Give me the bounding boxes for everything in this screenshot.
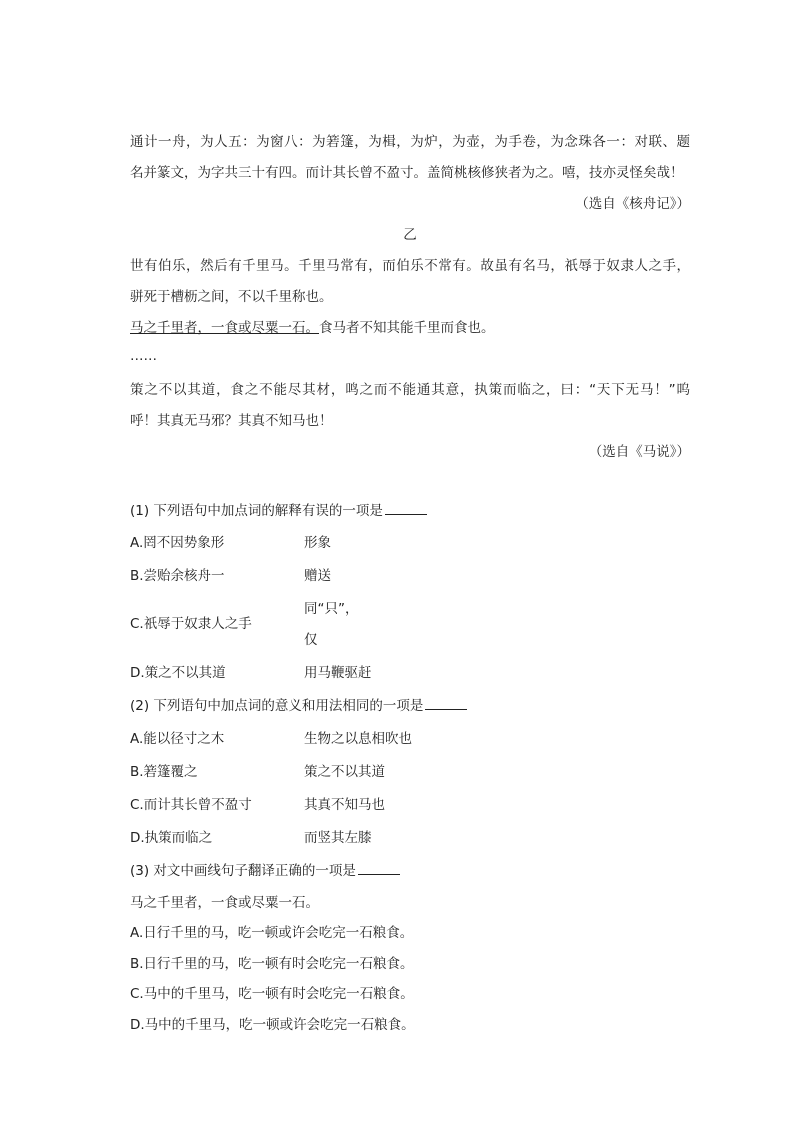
q2-stem-text: (2) 下列语句中加点词的意义和用法相同的一项是 [130,698,424,714]
q2-option-a: A.能以径寸之木 [130,731,225,747]
passage-yi-heading: 乙 [403,227,417,243]
q3-option-c: C.马中的千里马，吃一顿有时会吃完一石粮食。 [130,986,414,1002]
q2-option-a-gloss: 生物之以息相吹也 [304,731,412,747]
q1-option-c-gloss-2: 仅 [304,632,318,648]
q2-option-b-gloss: 策之不以其道 [304,764,385,780]
passage-yi-line-1: 世有伯乐，然后有千里马。千里马常有，而伯乐不常有。故虽有名马，祇辱于奴隶人之手， [130,258,690,274]
q2-option-d-gloss: 而竖其左膝 [304,830,372,846]
q1-option-a: A.罔不因势象形 [130,535,225,551]
q1-option-d-gloss: 用马鞭驱赶 [304,665,372,681]
passage-yi-line-5: 呼！其真无马邪？其真不知马也！ [130,413,333,429]
q3-sentence: 马之千里者，一食或尽粟一石。 [130,895,319,911]
passage-yi-line-2: 骈死于槽枥之间，不以千里称也。 [130,289,333,305]
q1-stem-text: (1) 下列语句中加点词的解释有误的一项是 [130,503,383,519]
q3-answer-blank [358,862,400,875]
q2-option-b: B.箬篷覆之 [130,764,198,780]
q1-option-c-gloss-1: 同“只”， [304,601,359,617]
q2-option-d: D.执策而临之 [130,830,213,846]
q1-option-b-gloss: 赠送 [304,568,331,584]
q1-option-c: C.祇辱于奴隶人之手 [130,616,252,632]
passage-jia-source: （选自《核舟记》） [575,196,690,212]
q1-answer-blank [385,502,427,515]
q3-stem-text: (3) 对文中画线句子翻译正确的一项是 [130,863,356,879]
passage-ellipsis: …… [130,348,157,364]
q1-option-d: D.策之不以其道 [130,665,226,681]
passage-yi-line-4: 策之不以其道，食之不能尽其材，鸣之而不能通其意，执策而临之，曰：“天下无马！”呜 [130,382,690,398]
q2-answer-blank [425,697,467,710]
passage-yi-line-3 [130,319,690,337]
q1-stem [130,502,690,520]
q3-option-a: A.日行千里的马，吃一顿或许会吃完一石粮食。 [130,925,414,941]
underlined-sentence: 马之千里者，一食或尽粟一石。 [130,320,319,336]
passage-yi-source: （选自《马说》） [588,444,690,460]
q1-option-a-gloss: 形象 [304,535,331,551]
q2-option-c: C.而计其长曾不盈寸 [130,797,252,813]
q2-option-c-gloss: 其真不知马也 [304,797,385,813]
passage-jia-line-1: 通计一舟，为人五：为窗八：为箬篷，为楫，为炉，为壶，为手卷，为念珠各一：对联、题 [130,134,690,150]
q3-stem [130,862,690,880]
q2-stem [130,697,690,715]
q3-option-b: B.日行千里的马，吃一顿有时会吃完一石粮食。 [130,956,414,972]
q3-option-d: D.马中的千里马，吃一顿或许会吃完一石粮食。 [130,1017,415,1033]
passage-yi-line-3-rest: 食马者不知其能千里而食也。 [319,320,495,336]
q1-option-b: B.尝贻余核舟一 [130,568,225,584]
passage-jia-line-2: 名并篆文，为字共三十有四。而计其长曾不盈寸。盖简桃核修狭者为之。嘻，技亦灵怪矣哉！ [130,165,684,181]
